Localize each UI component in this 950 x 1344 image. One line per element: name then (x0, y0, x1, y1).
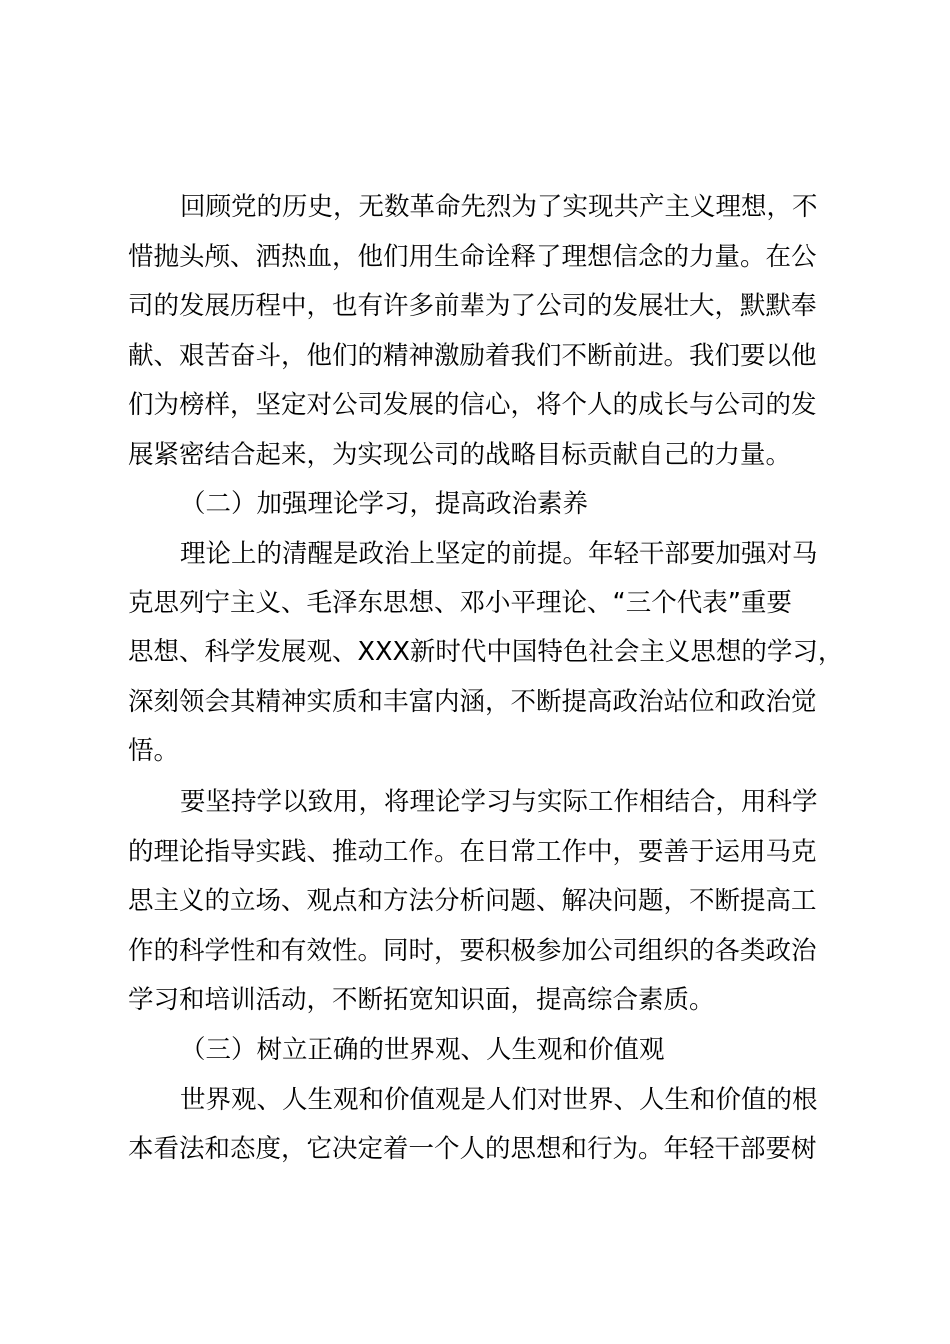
text-line: 世界观、人生观和价值观是人们对世界、人生和价值的根 (180, 1085, 818, 1115)
text-line: 思想、科学发展观、XXX新时代中国特色社会主义思想的学习， (128, 637, 844, 667)
text-line: 作的科学性和有效性。同时，要积极参加公司组织的各类政治 (128, 936, 817, 966)
text-line: 回顾党的历史，无数革命先烈为了实现共产主义理想，不 (180, 192, 818, 222)
text-line: 要坚持学以致用，将理论学习与实际工作相结合，用科学 (180, 787, 818, 817)
text-line: 展紧密结合起来，为实现公司的战略目标贡献自己的力量。 (128, 440, 792, 470)
section-heading-3: （三）树立正确的世界观、人生观和价值观 (180, 1035, 665, 1065)
text-line: 惜抛头颅、洒热血，他们用生命诠释了理想信念的力量。在公 (128, 242, 817, 272)
text-line: 思主义的立场、观点和方法分析问题、解决问题，不断提高工 (128, 886, 817, 916)
text-line: 的理论指导实践、推动工作。在日常工作中，要善于运用马克 (128, 837, 817, 867)
text-line: 们为榜样，坚定对公司发展的信心，将个人的成长与公司的发 (128, 390, 817, 420)
text-line: 司的发展历程中，也有许多前辈为了公司的发展壮大，默默奉 (128, 291, 817, 321)
section-heading-2: （二）加强理论学习，提高政治素养 (180, 489, 589, 519)
text-line: 深刻领会其精神实质和丰富内涵，不断提高政治站位和政治觉 (128, 687, 817, 717)
text-line: 本看法和态度，它决定着一个人的思想和行为。年轻干部要树 (128, 1134, 817, 1164)
text-line: 学习和培训活动，不断拓宽知识面，提高综合素质。 (128, 985, 715, 1015)
text-line: 献、艰苦奋斗，他们的精神激励着我们不断前进。我们要以他 (128, 341, 817, 371)
text-line: 悟。 (128, 736, 180, 766)
text-line: 克思列宁主义、毛泽东思想、邓小平理论、“三个代表”重要 (128, 588, 792, 618)
text-line: 理论上的清醒是政治上坚定的前提。年轻干部要加强对马 (180, 539, 818, 569)
